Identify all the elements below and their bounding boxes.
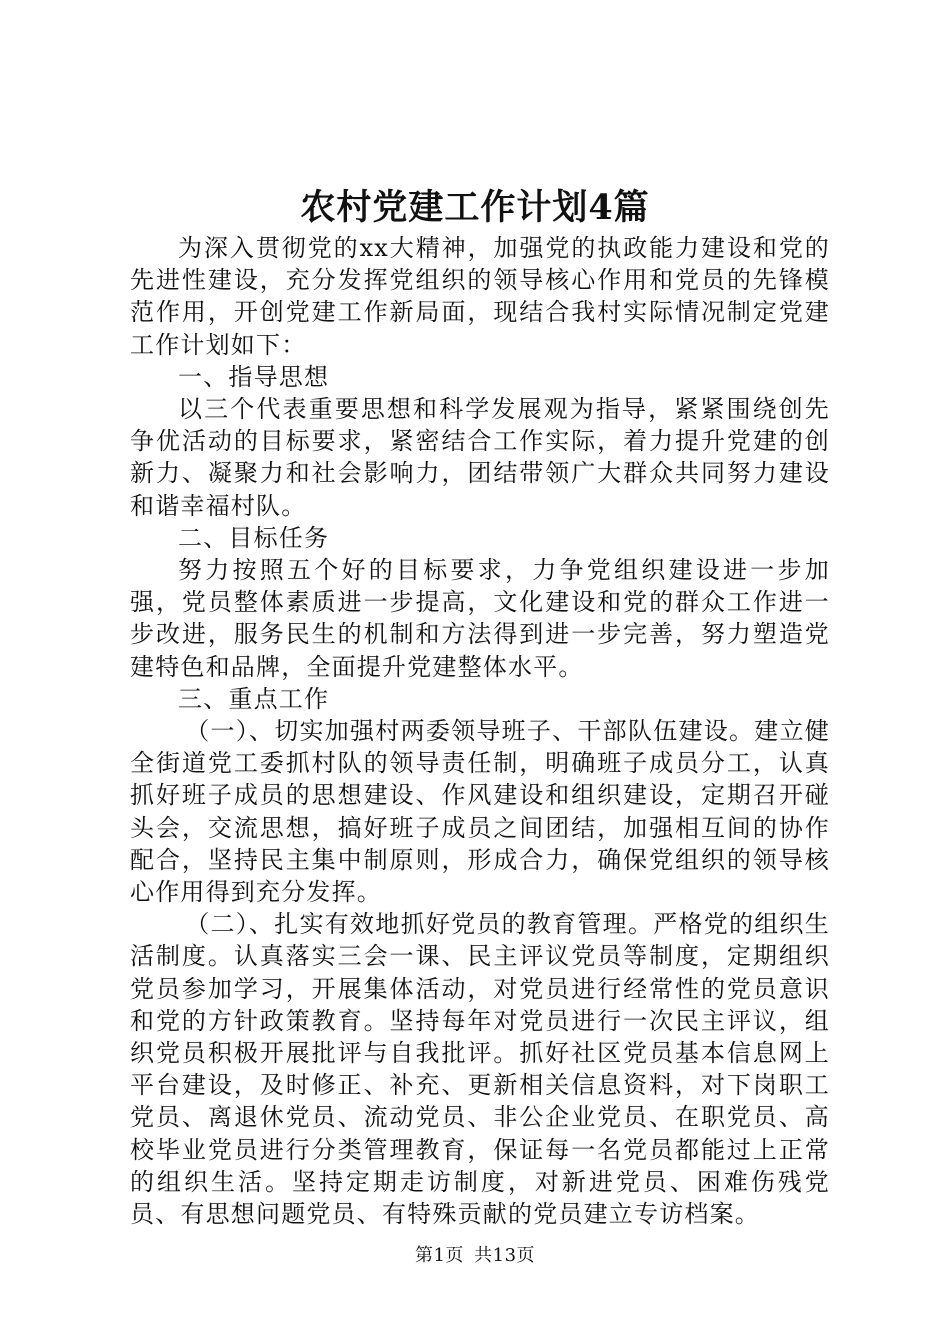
document-title: 农村党建工作计划4篇 [300,187,650,228]
section-heading-key-work: 三、重点工作 [178,684,330,713]
goals-paragraph: 努力按照五个好的目标要求，力争党组织建设进一步加强，党员整体素质进一步提高，文化建设和党的群众工作进一步改进，服务民生的机制和方法得到进一步完善，努力塑造党建特色和品牌，全面提升党建整体水平。 [130,556,830,681]
intro-paragraph: 为深入贯彻党的xx大精神，加强党的执政能力建设和党的先进性建设，充分发挥党组织的领导核心作用和党员的先锋模范作用，开创党建工作新局面，现结合我村实际情况制定党建工作计划如下： [130,234,830,359]
document-body [130,232,830,1230]
key-work-item-2: （二）、扎实有效地抓好党员的教育管理。严格党的组织生活制度。认真落实三会一课、民主评议党员等制度，定期组织党员参加学习，开展集体活动，对党员进行经常性的党员意识和党的方针政策教育。坚持每年对党员进行一次民主评议，组织党员积极开展批评与自我批评。抓好社区党员基本信息网上平台建设，及时修正、补充、更新相关信息资料，对下岗职工党员、离退休党员、流动党员、非公企业党员、在职党员、高校毕业党员进行分类管理教育，保证每一名党员都能过上正常的组织生活。坚持定期走访制度，对新进党员、困难伤残党员、有思想问题党员、有特殊贡献的党员建立专访档案。 [130,910,830,1229]
page-footer [0,1241,950,1267]
page-total: 共13页 [474,1245,536,1266]
guiding-thought-paragraph: 以三个代表重要思想和科学发展观为指导，紧紧围绕创先争优活动的目标要求，紧密结合工作实际，着力提升党建的创新力、凝聚力和社会影响力，团结带领广大群众共同努力建设和谐幸福村队。 [130,395,830,520]
section-heading-guiding-thought: 一、指导思想 [178,362,330,391]
page-number: 第1页 [414,1245,464,1266]
key-work-item-1: （一）、切实加强村两委领导班子、干部队伍建设。建立健全街道党工委抓村队的领导责任制，明确班子成员分工，认真抓好班子成员的思想建设、作风建设和组织建设，定期召开碰头会，交流思想，搞好班子成员之间团结，加强相互间的协作配合，坚持民主集中制原则，形成合力，确保党组织的领导核心作用得到充分发挥。 [130,717,830,907]
section-heading-goals: 二、目标任务 [178,523,330,552]
